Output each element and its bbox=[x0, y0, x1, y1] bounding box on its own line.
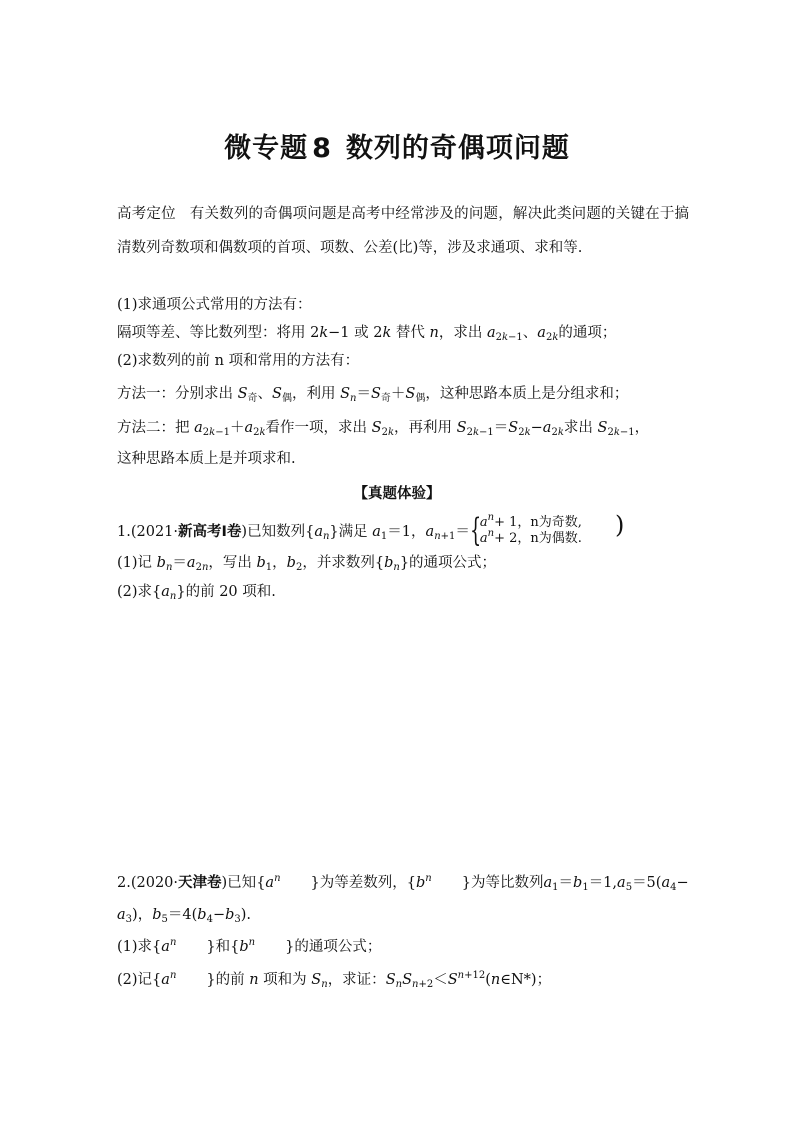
method2-two-cont: 这种思路本质上是并项求和. bbox=[117, 451, 296, 467]
method2-heading: (2)求数列的前 n 项和常用的方法有： bbox=[117, 353, 360, 369]
page-title bbox=[0, 126, 794, 165]
problem2-stem: 2.(2020·天津卷)已知{$a^n$ }为等差数列，{$b^n$ }为等比数列$a_1=b_1=1,a_5=5(a_4-$ bbox=[117, 873, 689, 893]
intro-paragraph bbox=[117, 197, 689, 265]
close-paren: ) bbox=[615, 511, 625, 539]
problem1-q2: (2)求$\{a_n\}$的前 20 项和. bbox=[117, 584, 276, 602]
problem2-q1: (1)求{$a^n$ }和{$b^n$ }的通项公式； bbox=[117, 937, 382, 955]
section-header: 【真题体验】 bbox=[353, 486, 441, 502]
title-prefix: 微专题 bbox=[224, 133, 309, 164]
problem2-stem-cont: $a_3$)，$b_5=4(b_4-b_3)$. bbox=[117, 907, 252, 925]
problem2-q2: (2)记{$a^n$ }的前 n 项和为 $S_n$，求证：$S_nS_{n+2}<S^{n+12}(n\in N*)$； bbox=[117, 970, 552, 990]
intro-label: 高考定位 bbox=[117, 206, 176, 222]
title-name: 数列的奇偶项问题 bbox=[345, 133, 570, 164]
piecewise-brace: { $a^n+ 1$，n为奇数, $a^n+ 2$，n为偶数. bbox=[469, 511, 582, 549]
method1-text: 隔项等差、等比数列型：将用 2k−1 或 2k 替代 n，求出 $a_{2k-1}$、$a_{2k}$的通项； bbox=[117, 325, 617, 343]
method1-heading: (1)求通项公式常用的方法有： bbox=[117, 297, 312, 313]
intro-text: 有关数列的奇偶项问题是高考中经常涉及的问题，解决此类问题的关键在于搞清数列奇数项和偶数项的首项、项数、公差(比)等，涉及求通项、求和等. bbox=[117, 206, 690, 256]
method2-one: 方法一：分别求出 $S_奇$、$S_偶$，利用 $S_n=S_奇+S_偶$，这种思路本质上是分组求和； bbox=[117, 386, 629, 404]
problem1-stem: 1.(2021·新高考Ⅰ卷)已知数列$\{a_n\}$满足 $a_1=1$，$a_{n+1}=$ { $a^n+ 1$，n为奇数, $a^n+ 2$，n为偶数. bbox=[117, 515, 687, 549]
method2-two: 方法二：把 $a_{2k-1}+a_{2k}$看作一项，求出 $S_{2k}$，再利用 $S_{2k-1}=S_{2k}-a_{2k}$求出 $S_{2k-1}$， bbox=[117, 420, 650, 438]
problem1-q1: (1)记 $b_n=a_{2n}$，写出 $b_1$，$b_2$，并求数列$\{b_n\}$的通项公式； bbox=[117, 555, 497, 573]
title-number: 8 bbox=[312, 133, 332, 164]
